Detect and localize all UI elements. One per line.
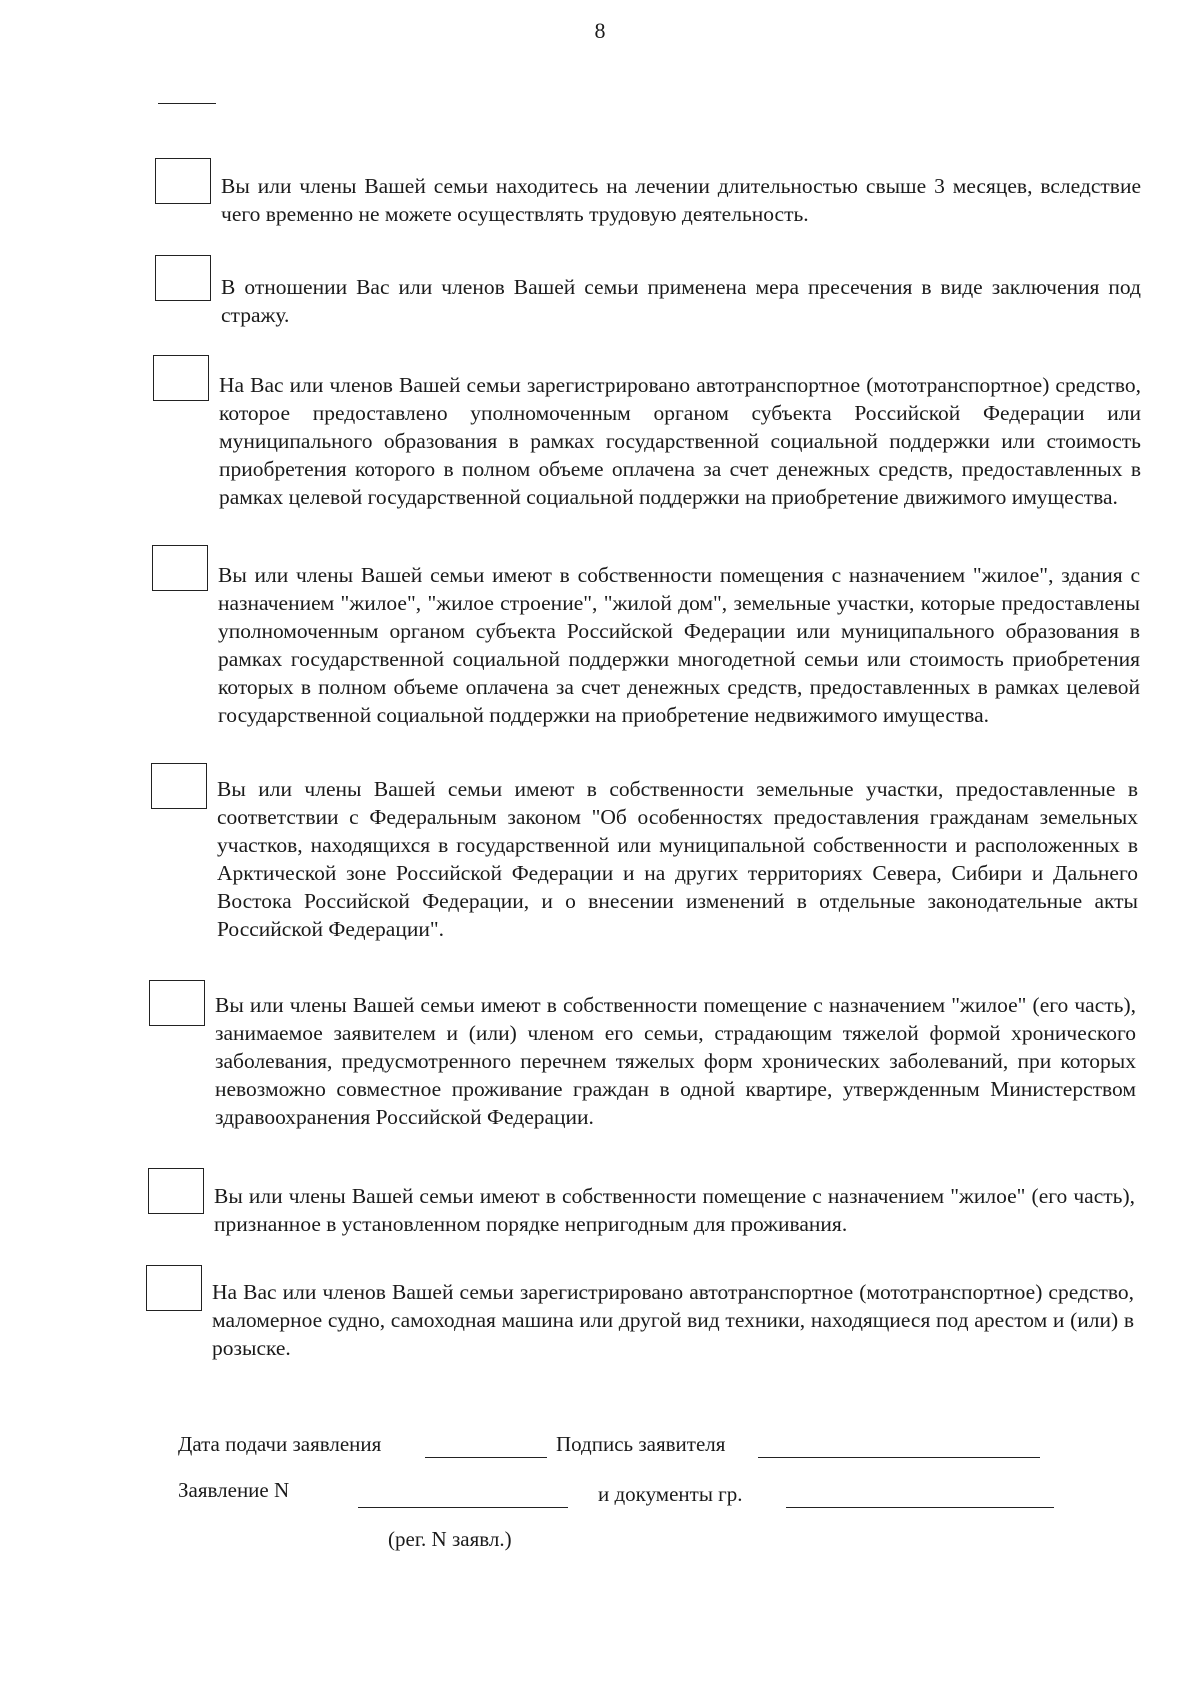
checkbox[interactable] — [155, 255, 211, 301]
application-number-field[interactable] — [358, 1507, 568, 1508]
checkbox[interactable] — [148, 1168, 204, 1214]
documents-name-field[interactable] — [786, 1507, 1054, 1508]
checkbox[interactable] — [146, 1265, 202, 1311]
checkbox[interactable] — [152, 545, 208, 591]
reg-number-caption: (рег. N заявл.) — [388, 1527, 512, 1551]
item-text: Вы или члены Вашей семьи имеют в собственности помещение с назначением "жилое" (его часть), признанное в установленном порядке непригодным для проживания. — [214, 1184, 1135, 1236]
item-text: Вы или члены Вашей семьи имеют в собственности земельные участки, предоставленные в соответствии с Федеральным законом "Об особенностях предоставления гражданам земельных участков, находящихся в государственной или муниципальной собственности и расположенных в Арктической зоне Российской Федерации и на других территориях Севера, Сибири и Дальнего Востока Российской Федерации, и о внесении изменений в отдельные законодательные акты Российской Федерации". — [217, 777, 1138, 941]
signature-label: Подпись заявителя — [556, 1432, 726, 1456]
checkbox[interactable] — [153, 355, 209, 401]
date-label: Дата подачи заявления — [178, 1432, 382, 1456]
item-text: В отношении Вас или членов Вашей семьи применена мера пресечения в виде заключения под стражу. — [221, 275, 1141, 327]
application-number-label: Заявление N — [178, 1478, 290, 1502]
signature-field[interactable] — [758, 1457, 1040, 1458]
date-field[interactable] — [425, 1457, 547, 1458]
item-text: Вы или члены Вашей семьи имеют в собственности помещения с назначением "жилое", здания с назначением "жилое", "жилое строение", "жилой дом", земельные участки, которые предоставлены уполномоченным органом субъекта Российской Федерации или муниципального образования в рамках государственной социальной поддержки многодетной семьи или стоимость приобретения которых в полном объеме оплачена за счет денежных средств, предоставленных в рамках целевой государственной социальной поддержки на приобретение недвижимого имущества. — [218, 563, 1140, 727]
item-text: На Вас или членов Вашей семьи зарегистрировано автотранспортное (мототранспортное) средство, которое предоставлено уполномоченным органом субъекта Российской Федерации или муниципального образования в рамках государственной социальной поддержки или стоимость приобретения которого в полном объеме оплачена за счет денежных средств, предоставленных в рамках целевой государственной социальной поддержки на приобретение движимого имущества. — [219, 373, 1141, 509]
checkbox[interactable] — [155, 158, 211, 204]
item-text: Вы или члены Вашей семьи имеют в собственности помещение с назначением "жилое" (его часть), занимаемое заявителем и (или) членом его семьи, страдающим тяжелой формой хронического заболевания, предусмотренного перечнем тяжелых форм хронических заболеваний, при которых невозможно совместное проживание граждан в одной квартире, утвержденным Министерством здравоохранения Российской Федерации. — [215, 993, 1136, 1129]
checkbox[interactable] — [149, 980, 205, 1026]
item-text: На Вас или членов Вашей семьи зарегистрировано автотранспортное (мототранспортное) средство, маломерное судно, самоходная машина или другой вид техники, находящиеся под арестом и (или) в розыске. — [212, 1280, 1134, 1360]
item-text: Вы или члены Вашей семьи находитесь на лечении длительностью свыше 3 месяцев, вследствие чего временно не можете осуществлять трудовую деятельность. — [221, 174, 1141, 226]
checkbox[interactable] — [151, 763, 207, 809]
documents-label: и документы гр. — [598, 1482, 743, 1506]
page-number: 8 — [594, 18, 606, 43]
top-rule — [158, 103, 216, 104]
